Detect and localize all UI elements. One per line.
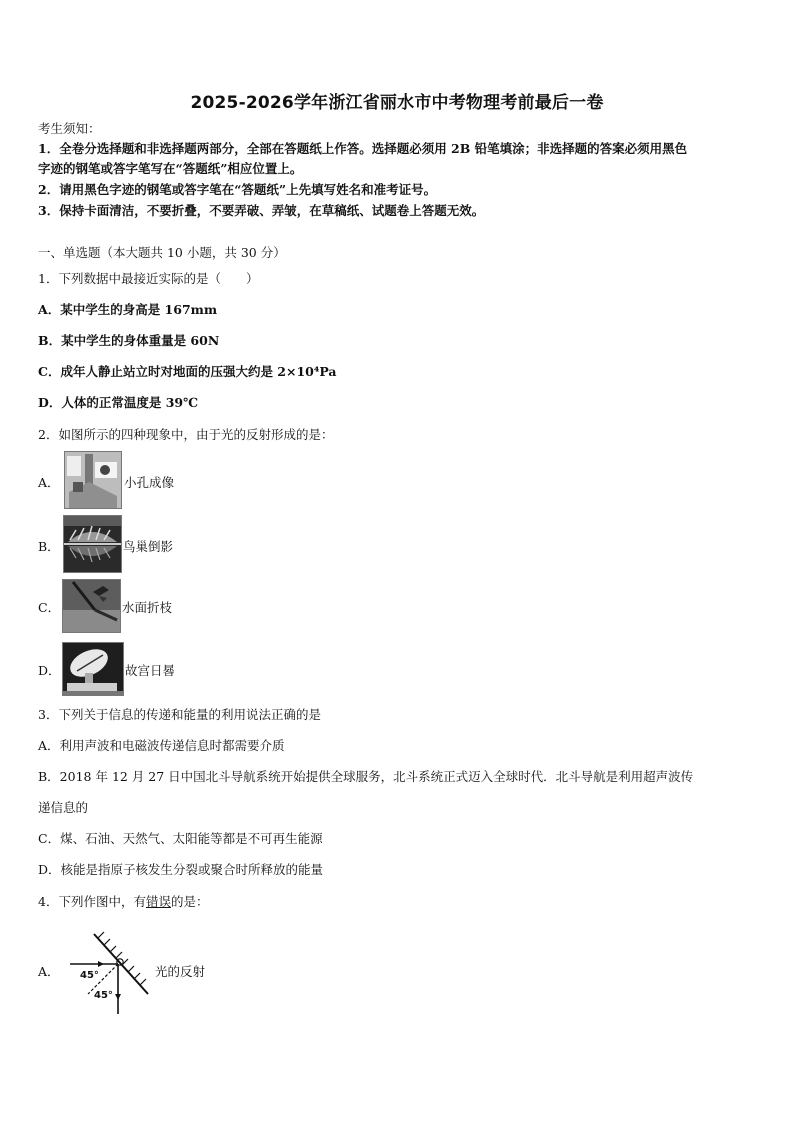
q3-option-a: A．利用声波和电磁波传递信息时都需要介质 [38,738,285,753]
question-2-stem: 2．如图所示的四种现象中，由于光的反射形成的是： [38,427,334,442]
q2-option-d-label: D． [38,663,61,678]
question-3-stem: 3．下列关于信息的传递和能量的利用说法正确的是 [38,707,321,722]
q2-option-c-caption: 水面折枝 [122,600,173,615]
bent-stick-image [62,579,121,633]
q4-stem-post: 的是： [170,894,209,909]
q4-stem-emphasis: 错误 [145,894,171,909]
section-heading: 一、单选题（本大题共 10 小题，共 30 分） [38,245,286,260]
q3-option-b-continued: 递信息的 [38,800,89,815]
q4-option-a-label: A． [38,964,60,979]
q1-option-b: B．某中学生的身体重量是 60N [38,333,220,348]
notice-item: 3．保持卡面清洁，不要折叠，不要弄破、弄皱，在草稿纸、试题卷上答题无效。 [38,203,485,218]
bird-nest-reflection-image [63,515,122,573]
notice-item: 字迹的钢笔或答字笔写在“答题纸”相应位置上。 [38,161,303,176]
page-title: 2025-2026学年浙江省丽水市中考物理考前最后一卷 [190,93,604,113]
question-4-stem [38,894,209,910]
q2-option-a-caption: 小孔成像 [124,475,175,490]
q2-option-d-caption: 故宫日晷 [125,663,176,678]
q1-option-c: C．成年人静止站立时对地面的压强大约是 2×10⁴Pa [38,364,337,379]
angle-label-1: 45° [80,970,99,981]
notice-heading: 考生须知： [38,121,101,136]
q1-option-d: D．人体的正常温度是 39℃ [38,395,199,410]
notice-item: 1．全卷分选择题和非选择题两部分，全部在答题纸上作答。选择题必须用 2B 铅笔填涂；非选择题的答案必须用黑色 [38,141,688,156]
q2-option-b-label: B． [38,539,60,554]
reflection-diagram [64,928,154,1016]
notice-item: 2．请用黑色字迹的钢笔或答字笔在“答题纸”上先填写姓名和准考证号。 [38,182,437,197]
pinhole-image [64,451,122,509]
q4-stem-pre: 4．下列作图中，有 [38,894,146,909]
angle-label-2: 45° [94,990,113,1001]
question-1-stem: 1．下列数据中最接近实际的是（ ） [38,271,259,286]
q2-option-a-label: A． [38,475,60,490]
q4-option-a-caption: 光的反射 [155,964,206,979]
q3-option-c: C．煤、石油、天然气、太阳能等都是不可再生能源 [38,831,323,846]
q2-option-b-caption: 鸟巢倒影 [123,539,174,554]
q3-option-b: B．2018 年 12 月 27 日中国北斗导航系统开始提供全球服务，北斗系统正式迈入全球时代．北斗导航是利用超声波传 [38,769,694,784]
q2-option-c-label: C． [38,600,61,615]
sundial-image [62,642,124,696]
q1-option-a: A．某中学生的身高是 167mm [38,302,218,317]
q3-option-d: D．核能是指原子核发生分裂或聚合时所释放的能量 [38,862,324,877]
